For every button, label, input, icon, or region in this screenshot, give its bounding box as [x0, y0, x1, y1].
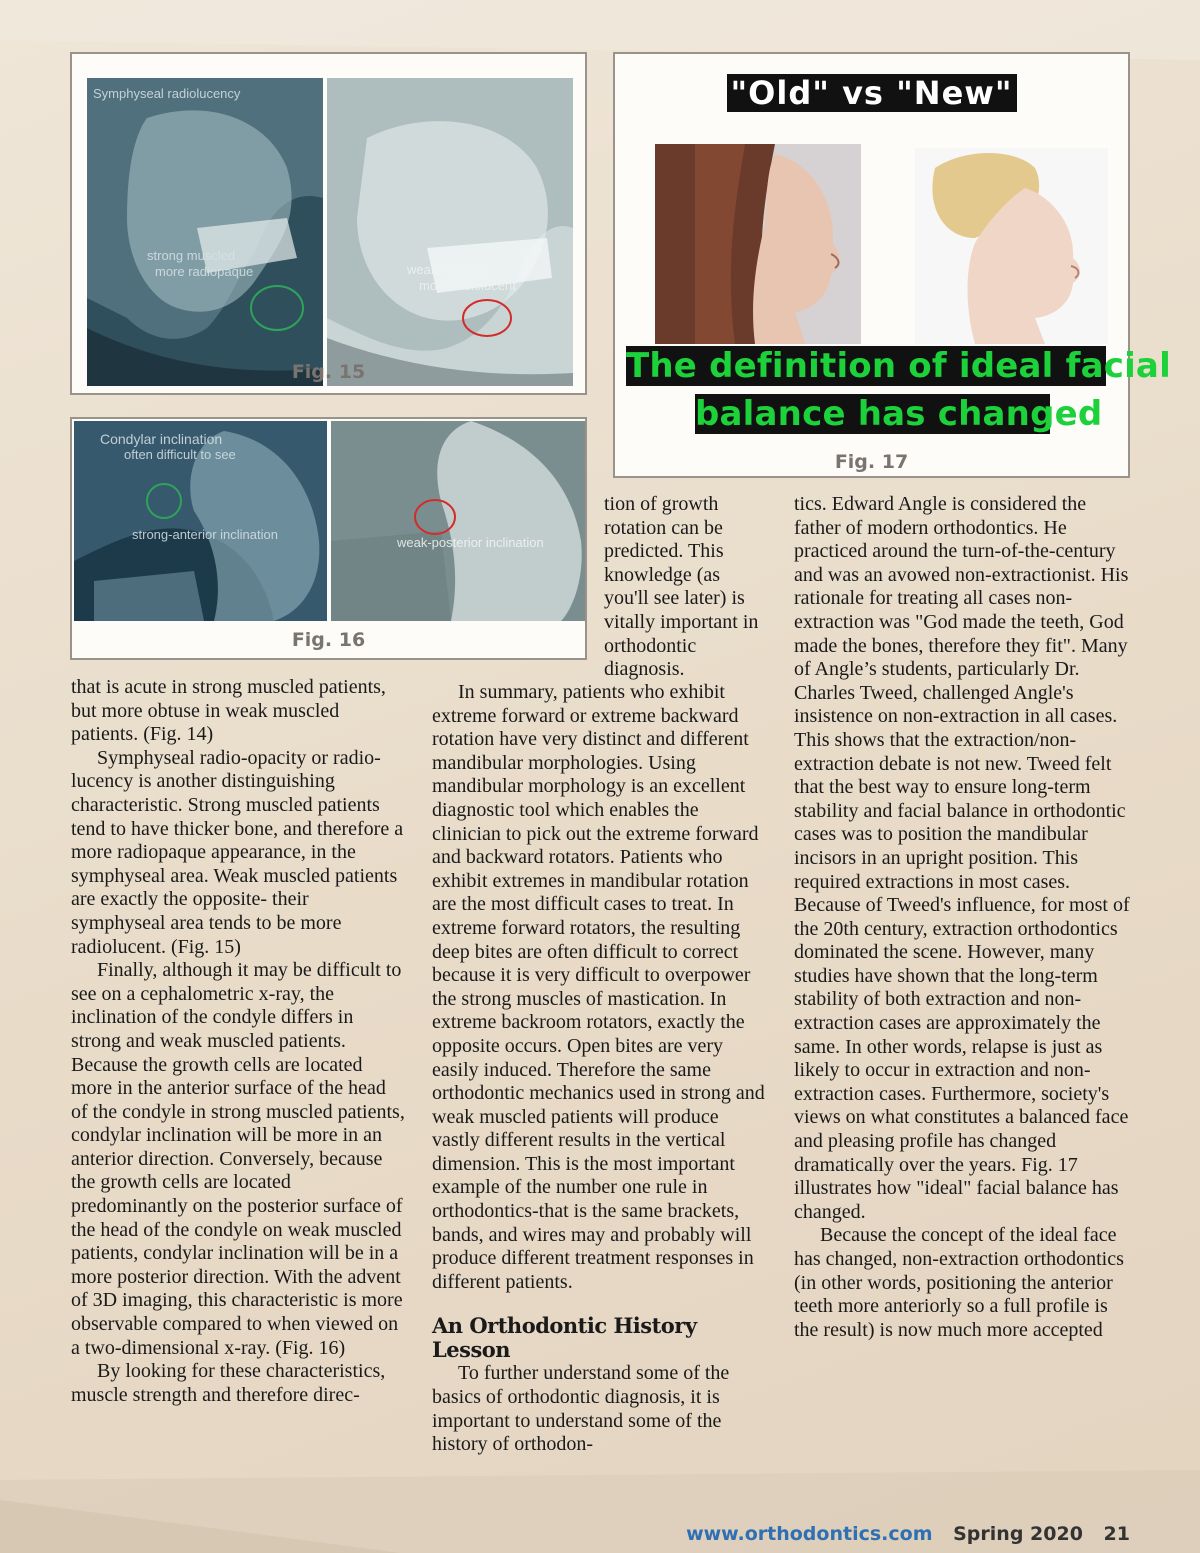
xray-label: more radiopaque	[155, 264, 254, 279]
xray-label: more radiolucent	[419, 278, 516, 293]
xray-label: strong-anterior inclination	[132, 527, 278, 542]
article-column-3	[794, 493, 1132, 1342]
figure-15	[70, 52, 587, 395]
issue-label: Spring 2020	[953, 1523, 1083, 1545]
page-footer	[686, 1523, 1130, 1545]
paragraph: By looking for these characteristics, muscle strength and therefore direc-	[71, 1360, 386, 1406]
figure-banner-line-2: balance has changed	[695, 394, 1103, 434]
paragraph: Because the concept of the ideal face has changed, non-extraction orthodontics (in other words, positioning the anterior teeth more anteriorly so a full profile is the result) is now much more accepted	[794, 1224, 1124, 1341]
photo-old-profile	[655, 144, 861, 344]
paragraph: To further understand some of the basics of orthodontic diagnosis, it is important to understand some of the history of orthodon-	[432, 1362, 730, 1456]
section-heading: An Orthodontic History Lesson	[432, 1313, 697, 1363]
xray-label: Symphyseal radiolucency	[93, 86, 241, 101]
xray-label: weak-posterior inclination	[397, 535, 544, 550]
xray-label: Condylar inclination	[100, 431, 223, 447]
figure-caption: Fig. 17	[834, 451, 909, 473]
paragraph: tics. Edward Angle is considered the father of modern orthodontics. He practiced around the turn-of-the-century and was an avowed non-extractionist. His rationale for treating all cases non-extraction was "God made the teeth, God made the bones, therefore they fit". Many of Angle’s students, particularly Dr. Charles Tweed, challenged Angle's insistence on non-extraction in all cases. This shows that the extraction/non-extraction debate is not new. Tweed felt that the best way to ensure long-term stability and facial balance in orthodontic cases was to position the mandibular incisors in an upright position. This required extractions in most cases. Because of Tweed's influence, for most of the 20th century, extraction orthodontics dominated the scene. However, many studies have shown that the long-term stability of both extraction and non-extraction cases are approximately the same. In other words, relapse is just as likely to occur in extraction and non-extraction cases. Furthermore, society's views on what constitutes a balanced face and pleasing profile has changed dramatically over the years. Fig. 17 illustrates how "ideal" facial balance has changed.	[794, 493, 1130, 1223]
figure-caption: Fig. 16	[291, 629, 366, 651]
xray-label: often difficult to see	[124, 447, 236, 462]
article-column-1	[71, 676, 407, 1407]
paragraph: Finally, although it may be difficult to see on a cephalometric x-ray, the inclination of the condyle differs in strong and weak muscled patients. Because the growth cells are located more in the anterior surface of the head of the condyle in strong muscled patients, condylar inclination will be more in an anterior direction. Conversely, because the growth cells are located predominantly on the posterior surface of the head of the condyle on weak muscled patients, condylar inclination will be in a more posterior direction. With the advent of 3D imaging, this characteristic is more observable compared to when viewed on a two-dimensional x-ray. (Fig. 16)	[71, 959, 405, 1359]
article-column-2	[432, 681, 768, 1457]
xray-label: weak muscled	[407, 262, 490, 277]
paragraph: In summary, patients who exhibit extreme forward or extreme backward rotation have very distinct and different mandibular morphologies. Using mandibular morphology is an excellent diagnostic tool which enables the clinician to pick out the extreme forward and backward rotators. Patients who exhibit extremes in mandibular rotation are the most difficult cases to treat. In extreme forward rotators, the resulting deep bites are often difficult to correct because it is very difficult to overpower the strong muscles of mastication. In extreme backroom rotators, exactly the opposite occurs. Open bites are very easily induced. Therefore the same orthodontic mechanics used in strong and weak muscled patients will produce vastly different results in the vertical dimension. This is the most important example of the number one rule in orthodontics-that is the same brackets, bands, and wires may and probably will produce different treatment responses in different patients.	[432, 681, 765, 1293]
website-link[interactable]: www.orthodontics.com	[686, 1523, 933, 1545]
paragraph: tion of growth rotation can be predicted. This knowledge (as you'll see later) is vitally important in orthodontic diagnosis.	[604, 493, 759, 681]
figure-16	[70, 417, 587, 660]
paragraph: Symphyseal radio-opacity or radio-lucency is another distinguishing characteristic. Strong muscled patients tend to have thicker bone, and therefore a more radiopaque appearance, in the symphyseal area. Weak muscled patients are exactly the opposite- their symphyseal area tends to be more radiolucent. (Fig. 15)	[71, 746, 404, 958]
page-number: 21	[1103, 1523, 1130, 1545]
figure-caption: Fig. 15	[291, 361, 366, 383]
xray-strong-muscled-symphysis	[87, 78, 323, 386]
paragraph: that is acute in strong muscled patients, but more obtuse in weak muscled patients. (Fig. 14)	[71, 676, 386, 746]
figure-headline: "Old" vs "New"	[615, 74, 1128, 112]
xray-weak-muscled-symphysis	[327, 78, 573, 386]
photo-new-profile	[915, 148, 1108, 344]
figure-17	[613, 52, 1171, 478]
xray-weak-posterior-condyle	[331, 421, 585, 621]
xray-label: strong muscled	[147, 248, 236, 263]
figure-banner-line-1: The definition of ideal facial	[626, 346, 1171, 386]
xray-strong-anterior-condyle	[74, 421, 327, 621]
article-column-2-top	[604, 493, 766, 682]
